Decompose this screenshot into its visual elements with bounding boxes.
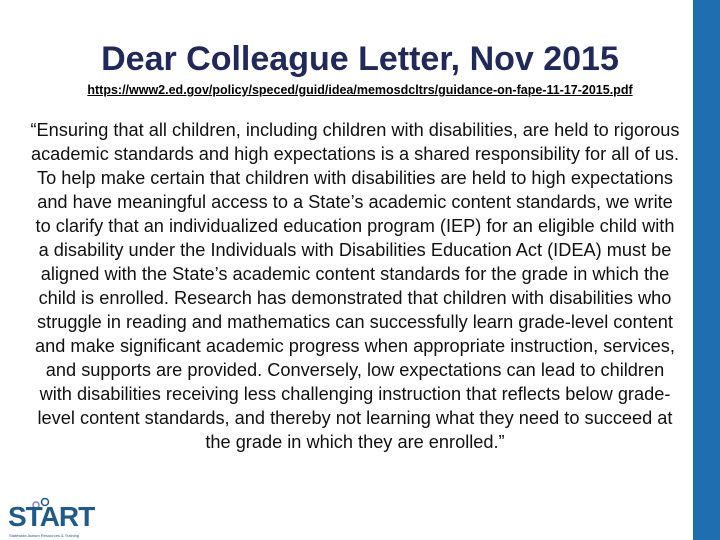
logo-tagline: Statewide Autism Resources & Training: [9, 533, 80, 538]
logo-text: START: [8, 501, 95, 532]
quote-text: “Ensuring that all children, including children with disabilities, are held to rigorous academic standards and high expectations is a shared responsibility for all of us. To help make certain that children with disabilities are held to high expectations and have meaningful access to a State’s academic content standards, we write to clarify that an individualized education program (IEP) for an eligible child with a disability under the Individuals with Disabilities Education Act (IDEA) must be aligned with the State’s academic content standards for the grade in which the child is enrolled. Research has demonstrated that children with disabilities who struggle in reading and mathematics can successfully learn grade-level content and make significant academic progress when appropriate instruction, services, and supports are provided. Conversely, low expectations can lead to children with disabilities receiving less challenging instruction that reflects below grade-level content standards, and thereby not learning what they need to succeed at the grade in which they are enrolled.”: [30, 120, 680, 452]
start-logo: [6, 497, 95, 540]
source-link[interactable]: https://www2.ed.gov/policy/speced/guid/idea/memosdcltrs/guidance-on-fape-11-17-2015.pdf: [87, 83, 633, 97]
accent-bar: [693, 0, 720, 540]
slide-title: Dear Colleague Letter, Nov 2015: [101, 40, 619, 78]
